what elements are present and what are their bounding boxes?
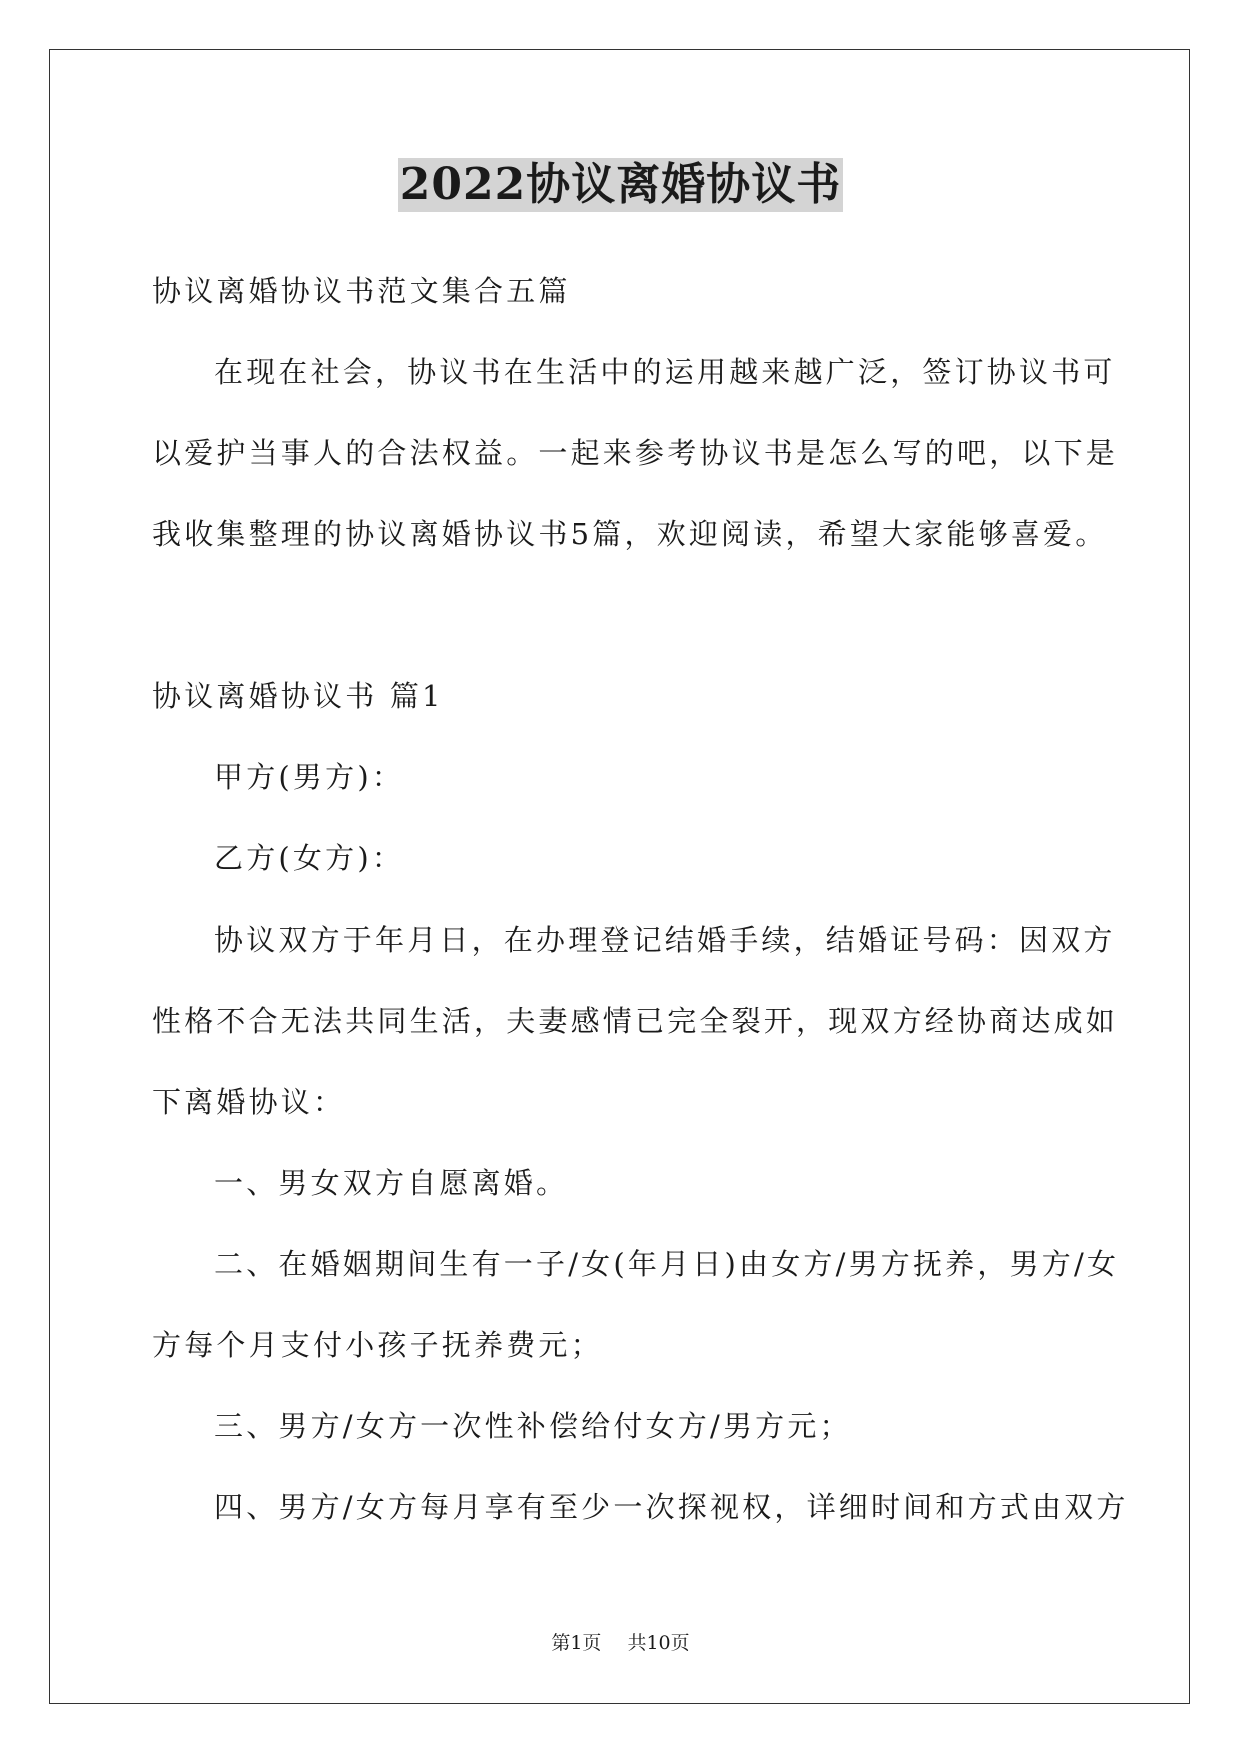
paragraph-line: 协议双方于年月日，在办理登记结婚手续，结婚证号码：因双方 bbox=[214, 923, 1116, 957]
clause-line: 三、男方/女方一次性补偿给付女方/男方元； bbox=[214, 1409, 852, 1443]
document-title: 2022协议离婚协议书 bbox=[399, 159, 842, 210]
page-total: 共10页 bbox=[627, 1632, 690, 1654]
paragraph-line: 下离婚协议： bbox=[152, 1085, 346, 1119]
paragraph-line: 以爱护当事人的合法权益。一起来参考协议书是怎么写的吧，以下是 bbox=[152, 436, 1119, 470]
clause-line: 四、男方/女方每月享有至少一次探视权，详细时间和方式由双方 bbox=[214, 1490, 1129, 1524]
subtitle-line: 协议离婚协议书范文集合五篇 bbox=[152, 274, 571, 308]
page-number: 第1页 bbox=[551, 1632, 602, 1654]
paragraph-line: 在现在社会，协议书在生活中的运用越来越广泛，签订协议书可 bbox=[214, 355, 1116, 389]
clause-line: 二、在婚姻期间生有一子/女(年月日)由女方/男方抚养，男方/女 bbox=[214, 1247, 1120, 1281]
clause-line: 一、男女双方自愿离婚。 bbox=[214, 1166, 569, 1200]
title-container bbox=[0, 158, 1241, 212]
party-b-line: 乙方(女方)： bbox=[214, 841, 405, 875]
page-footer bbox=[0, 1630, 1241, 1656]
section-heading: 协议离婚协议书 篇1 bbox=[152, 679, 444, 713]
party-a-line: 甲方(男方)： bbox=[214, 760, 405, 794]
paragraph-line: 我收集整理的协议离婚协议书5篇，欢迎阅读，希望大家能够喜爱。 bbox=[152, 517, 1108, 551]
paragraph-line: 性格不合无法共同生活，夫妻感情已完全裂开，现双方经协商达成如 bbox=[152, 1004, 1119, 1038]
clause-line: 方每个月支付小孩子抚养费元； bbox=[152, 1328, 603, 1362]
